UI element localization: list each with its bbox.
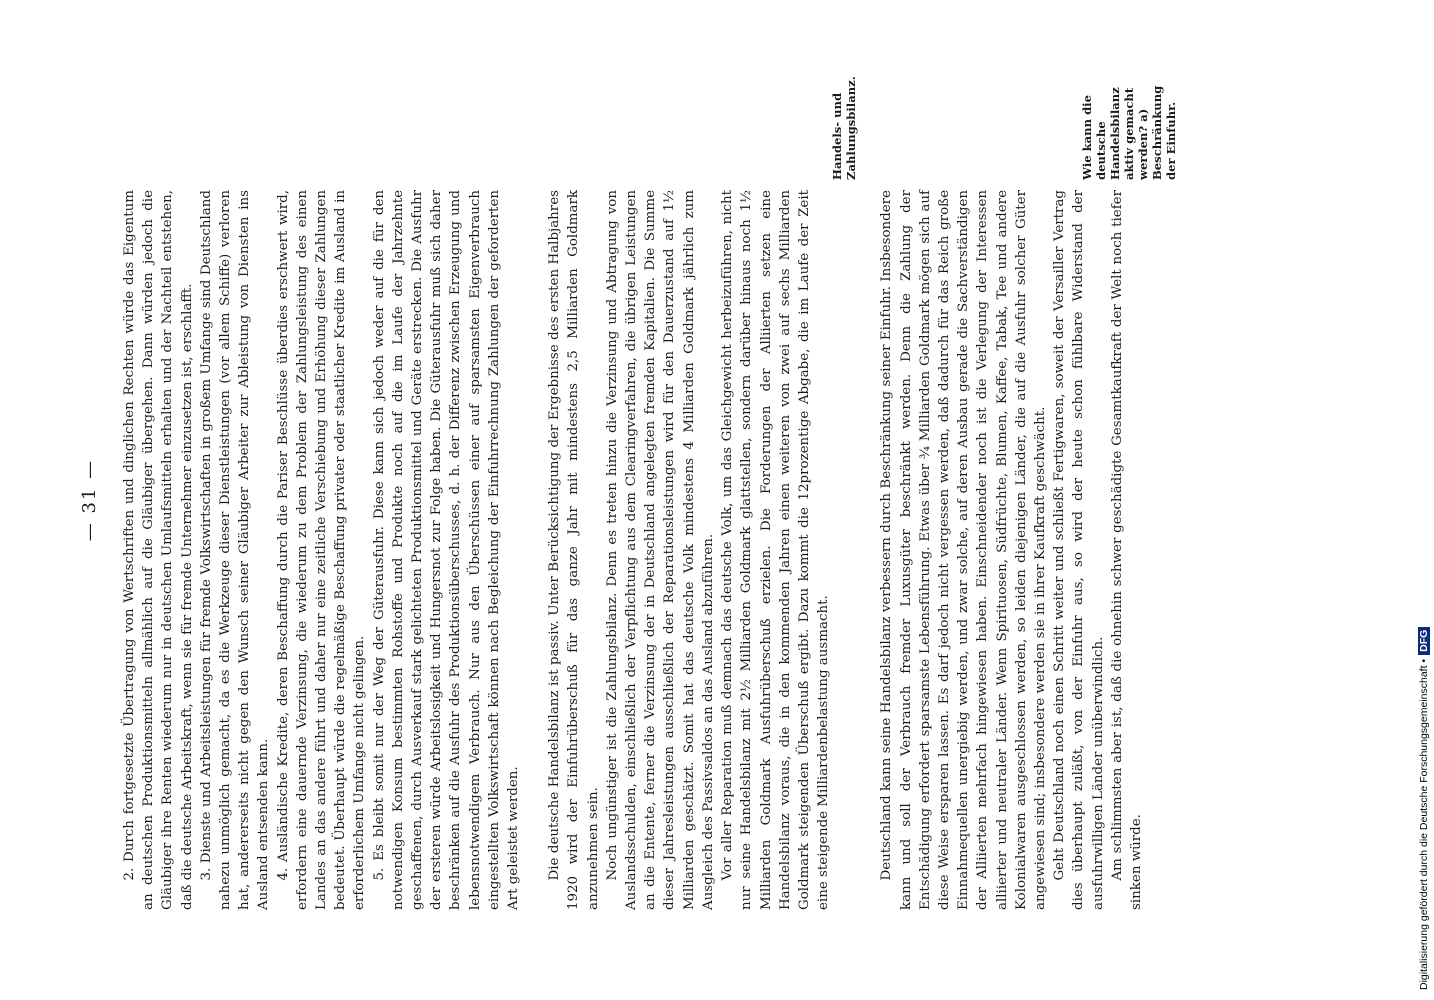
dfg-logo: DFG xyxy=(1418,627,1430,655)
margin-note-aktiv: Wie kann die deutsche Handelsbilanz aktiv gemacht werden? a) Beschränkung der Einfuhr. xyxy=(1080,85,1178,180)
paragraph-einfuhr: Deutschland kann seine Handelsbilanz verbessern durch Beschränkung seiner Einfuhr. Insbesondere kann und soll der Verbrauch fremder Luxusgüter beschränkt werden. Denn die Zahlung der Entschädigung erfordert sparsamste Lebensführung. Etwas über ¾ Milliarden Goldmark mögen sich auf diese Weise ersparen lassen. Es darf jedoch nicht vergessen werden, daß dadurch für das Reich große Einnahmequellen unergiebig werden, und zwar solche, auf deren Ausbau gerade die Sachverständigen der Alliierten mehrfach hingewiesen haben. Einschneidender noch ist die Verlegung der Interessen alliierter und neutraler Länder. Wenn Spirituosen, Südfrüchte, Blumen, Kaffee, Tabak, Tee und andere Kolonialwaren ausgeschlossen werden, so leiden diejenigen Länder, die auf die Ausfuhr solcher Güter angewiesen sind; insbesondere werden sie in ihrer Kaufkraft geschwächt. xyxy=(879,190,1048,910)
paragraph-4: 4. Ausländische Kredite, deren Beschaffung durch die Pariser Beschlüsse überdies erschwert wird, erfordern eine dauernde Verzinsung, die wiederum zu dem Problem der Zahlungsleistung des einen Landes an das andere führt und daher nur eine zeitliche Verschiebung und Erhöhung dieser Zahlungen bedeutet. Überhaupt würde die regelmäßige Beschaffung privater oder staatlicher Kredite im Ausland in erforderlichem Umfange nicht gelingen. xyxy=(275,190,368,910)
paragraph-kaufkraft: Am schlimmsten aber ist, daß die ohnehin schwer geschädigte Gesamtkaufkraft der Welt noch tiefer sinken würde. xyxy=(1109,190,1144,910)
paragraph-5: 5. Es bleibt somit nur der Weg der Güterausfuhr. Diese kann sich jedoch weder auf die für den notwendigen Konsum bestimmten Rohstoffe und Produkte noch auf die im Laufe der Jahrzehnte geschaffenen, durch Ausverkauf stark gelichteten Produktionsmittel und Geräte erstrecken. Die Ausfuhr der ersteren würde Arbeitslosigkeit und Hungersnot zur Folge haben. Die Güterausfuhr muß sich daher beschränken auf die Ausfuhr des Produktionsüberschusses, d. h. der Differenz zwischen Erzeugung und lebensnotwendigem Verbrauch. Nur aus den Überschüssen einer auf sparsamsten Eigenverbrauch eingestellten Volkswirtschaft können nach Begleichung der Einfuhrrechnung Zahlungen der geforderten Art geleistet werden. xyxy=(371,190,522,910)
credit-text: Digitalisierung gefördert durch die Deutsche Forschungsgemeinschaft • xyxy=(1418,658,1430,990)
scanned-page xyxy=(80,60,1250,940)
paragraph-reparation: Vor aller Reparation muß demnach das deutsche Volk, um das Gleichgewicht herbeizuführen, nicht nur seine Handelsbilanz mit 2½ Milliarden Goldmark glattstellen, sondern darüber hinaus noch 1½ Milliarden Goldmark Ausfuhrüberschuß erzielen. Die Forderungen der Alliierten setzen eine Handelsbilanz voraus, die in den kommenden Jahren einen weiteren von zwei auf sechs Milliarden Goldmark steigenden Überschuß ergibt. Dazu kommt die 12prozentige Abgabe, die im Laufe der Zeit eine steigende Milliardenbelastung ausmacht. xyxy=(720,190,832,910)
digitization-credit xyxy=(1418,10,1430,990)
paragraph-handelsbilanz: Die deutsche Handelsbilanz ist passiv. Unter Berücksichtigung der Ergebnisse des ersten Halbjahres 1920 wird der Einfuhrüberschuß für das ganze Jahr mit mindestens 2,5 Milliarden Goldmark anzunehmen sein. xyxy=(547,190,601,910)
paragraph-2: 2. Durch fortgesetzte Übertragung von Wertschriften und dinglichen Rechten würde das Eigentum an deutschen Produktionsmitteln allmählich auf die Gläubiger übergehen. Dann würden jedoch die Gläubiger ihre Renten wiederum nur in deutschen Umlaufsmitteln erhalten und der Nachteil entstehen, daß die deutsche Arbeitskraft, wenn sie für fremde Unternehmer einzusetzen ist, erschlafft. xyxy=(122,190,195,910)
paragraph-zahlungsbilanz: Noch ungünstiger ist die Zahlungsbilanz. Denn es treten hinzu die Verzinsung und Abtragung von Auslandsschulden, einschließlich der Verpflichtung aus dem Clearingverfahren, die übrigen Leistungen an die Entente, ferner die Verzinsung der in Deutschland angelegten fremden Kapitalien. Die Summe dieser Jahresleistungen ausschließlich der Reparationsleistungen wird für den Dauerzustand auf 1½ Milliarden geschätzt. Somit hat das deutsche Volk mindestens 4 Milliarden Goldmark jährlich zum Ausgleich des Passivsaldos an das Ausland abzuführen. xyxy=(604,190,716,910)
paragraph-fertigwaren: Geht Deutschland noch einen Schritt weiter und schließt Fertigwaren, soweit der Versailler Vertrag dies überhaupt zuläßt, von der Einfuhr aus, so wird der heute schon fühlbare Widerstand der ausfuhrwilligen Länder unüberwindlich. xyxy=(1052,190,1106,910)
margin-note-handelsbilanz: Handels- und Zahlungsbilanz. xyxy=(830,76,858,180)
page-number: — 31 — xyxy=(79,458,100,542)
paragraph-3: 3. Dienste und Arbeitsleistungen für fremde Volkswirtschaften in großem Umfange sind Deutschland nahezu unmöglich gemacht, da es die Werkzeuge dieser Dienstleistungen (vor allem Schiffe) verloren hat, andererseits nicht gegen den Wunsch seiner Gläubiger Arbeiter zur Ableistung von Diensten ins Ausland entsenden kann. xyxy=(198,190,272,910)
main-text-column xyxy=(120,190,1146,910)
